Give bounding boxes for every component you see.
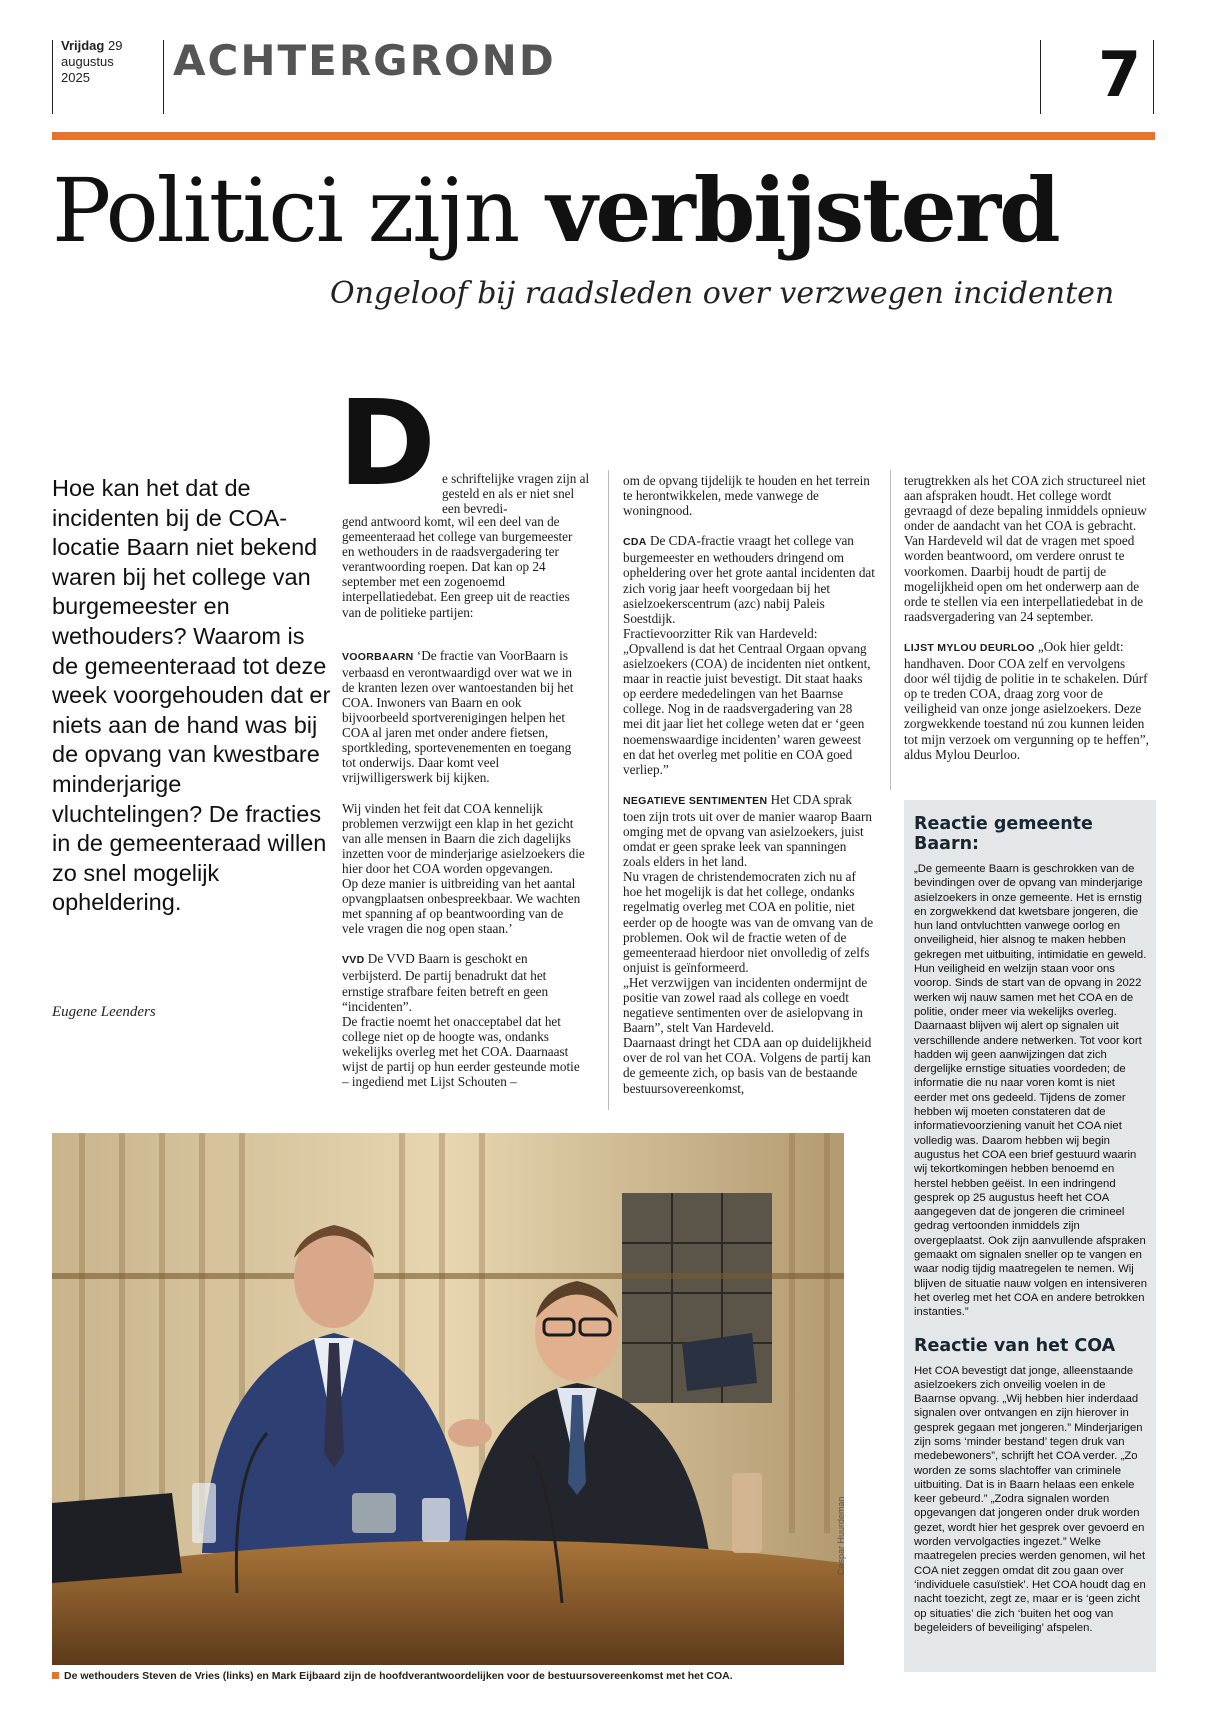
photo-caption: De wethouders Steven de Vries (links) en Mark Eijbaard zijn de hoofdverantwoordelijken voor de bestuursovereenkomst met het COA. (52, 1670, 733, 1682)
photo-credit: Caspar Huurdeman (836, 1496, 846, 1575)
column-divider (890, 470, 891, 790)
paragraph: Fractievoorzitter Rik van Hardeveld: „Opvallend is dat het Centraal Orgaan opvang asielzoekers (COA) de incidenten niet ontkent, maar in reactie juist bevestigt. Dit staat haaks op eerdere mededelingen van het Baarnse college. Nog in de raadsvergadering van 28 mei dit jaar liet het college weten dat er ‘geen noemenswaardige incidenten’ waren geweest en dat het overleg met politie en COA goed verliep.” (623, 625, 871, 777)
header-rule-right (1040, 40, 1041, 114)
paragraph: Nu vragen de christendemocraten zich nu af hoe het mogelijk is dat het college, ondanks regelmatig overleg met COA en politie, niet eerder op de hoogte was van de omvang van de problemen. Ook wil de fractie weten of de gemeenteraad hierdoor niet onvolledig of zelfs onjuist is geïnformeerd. (623, 869, 874, 975)
page-number: 7 (1098, 38, 1142, 111)
header-rule-left (52, 40, 53, 114)
body-column-2 (623, 473, 875, 1096)
paragraph: Van Hardeveld wil dat de vragen met spoed worden beantwoord, om verdere onrust te voorkomen. Daarbij houdt de partij de mogelijkheid open om het onderwerp aan de orde te stellen via een interpellatiedebat in de raadsvergadering van 24 september. (904, 533, 1144, 624)
party-label: CDA (623, 536, 647, 549)
party-label: VVD (342, 954, 365, 967)
paragraph-cda: CDA De CDA-fractie vraagt het college van burgemeester en wethouders dringend om opheldering over het grote aantal incidenten dat zich vorig jaar heeft voorgedaan bij het asielzoekerscentrum (azc) nabij Paleis Soestdijk. (623, 533, 875, 626)
caption-marker (52, 1672, 59, 1679)
sidebar-heading-coa: Reactie van het COA (914, 1335, 1116, 1356)
issue-date: Vrijdag 29 augustus 2025 (61, 38, 123, 85)
paragraph-sentimenten: NEGATIEVE SENTIMENTEN Het CDA sprak toen zijn trots uit over de manier waarop Baarn omging met de opvang van asielzoekers, juist omdat er geen sprake leek van spanningen zoals elders in het land. (623, 791, 873, 870)
sidebar-text-gemeente: „De gemeente Baarn is geschrokken van de bevindingen over de opvang van minderjarige asielzoekers in onze gemeente. Het is ernstig en zorgwekkend dat kwetsbare jongeren, die hun land ontvluchtten vanwege oorlog en onveiligheid, hier alsnog te maken hebben gekregen met uitbuiting, intimidatie en geweld. Hun veiligheid en welzijn staan voor ons voorop. Sinds de start van de opvang in 2022 werken wij nauw samen met het COA en de politie, onder meer via wekelijks overleg. Daarnaast blijven wij alert op signalen uit verschillende andere netwerken. Tot voor kort hadden wij geen aanwijzingen dat zich dergelijke ernstige situaties voordeden; de informatie die nu naar voren komt is niet eerder met ons gedeeld. Tijdens de zomer hebben wij moeten constateren dat de informatievoorziening vanuit het COA niet volledig was. Daarom hebben wij begin augustus het COA een brief gestuurd waarin wij tekortkomingen hebben benoemd en herstel hebben geëist. In een indringend gesprek op 25 augustus heeft het COA aangegeven dat de jongeren die crimineel gedrag vertoonden inmiddels zijn overgeplaatst. Ook zijn aanvullende afspraken gemaakt om signalen sneller op te vangen en waar nodig tijdig maatregelen te nemen. Wij blijven de situatie nauw volgen en intensiveren het overleg met het COA en andere betrokken instanties.” (914, 863, 1147, 1319)
paragraph: Op deze manier is uitbreiding van het aantal opvangplaatsen onbespreekbaar. We wachten met spanning af op beantwoording van de vele vragen die nog open staan.’ (342, 875, 581, 937)
section-color-bar (52, 132, 1155, 140)
body-column-1 (342, 514, 587, 1089)
paragraph: terugtrekken als het COA zich structureel niet aan afspraken houdt. Het college wordt gevraagd of deze bepaling inmiddels opnieuw onder de aandacht van het COA is gebracht. (904, 473, 1147, 534)
article-headline: Politici zijn verbijsterd (52, 158, 1059, 262)
sidebar-text-coa: Het COA bevestigt dat jonge, alleenstaande asielzoekers zich onveilig voelen in de Baarnse opvang. „Wij hebben hier inderdaad signalen over ontvangen en zijn hierover in gesprek gegaan met jongeren.” Minderjarigen zijn soms ‘minder bestand’ tegen druk van medebewoners”, schrijft het COA verder. „Zo worden ze soms slachtoffer van criminele uitbuiting. Dat is in Baarn helaas een enkele keer gebeurd.” „Zodra signalen worden opgevangen dat jongeren onder druk worden gezet, wordt hier het gesprek over gevoerd en worden vervolgacties ingezet.” Welke maatregelen precies werden genomen, wil het COA niet zeggen omdat dit zou gaan over ‘individuele casuïstiek’. Het COA houdt dag en nacht toezicht, zegt ze, maar er is ‘geen zicht op situaties’ die zich ‘buiten het oog van begeleiders of beveiliging’ afspelen. (914, 1364, 1146, 1634)
council-meeting-photo (52, 1133, 844, 1665)
byline: Eugene Leenders (52, 1004, 156, 1020)
paragraph: De fractie noemt het onacceptabel dat het college niet op de hoogte was, ondanks wekelijks overleg met het COA. Daarnaast wijst de partij op hun eerder gesteunde motie – ingediend met Lijst Schouten – (342, 1013, 580, 1090)
sidebar-box (904, 800, 1156, 1672)
party-label: LIJST MYLOU DEURLOO (904, 641, 1035, 654)
paragraph-vvd: VVD De VVD Baarn is geschokt en verbijsterd. De partij benadrukt dat het ernstige strafbare feiten betreft en geen “incidenten”. (342, 951, 549, 1014)
section-title: ACHTERGROND (173, 36, 556, 85)
column-divider (608, 470, 609, 1110)
subhead-label: NEGATIEVE SENTIMENTEN (623, 794, 768, 807)
lead-paragraph: gend antwoord komt, wil een deel van de gemeenteraad het college van burgemeester en wethouders in de raadsvergadering ter verantwoording roepen. Dat kan op 24 september met een zogenoemd interpellatiedebat. Een greep uit de reacties van de politieke partijen: (342, 514, 573, 620)
paragraph-deurloo: LIJST MYLOU DEURLOO „Ook hier geldt: handhaven. Door COA zelf en vervolgens door wél tijdig de politie in te schakelen. Dúrf op te treden COA, draag zorg voor de veiligheid van onze jonge asielzoekers. Deze zorgwekkende toestand nú zou kunnen leiden tot mijn verzoek om vergunning op te heffen”, aldus Mylou Deurloo. (904, 638, 1149, 762)
party-label: VOORBAARN (342, 650, 414, 663)
lead-first-lines: e schriftelijke vragen zijn al gesteld en als er niet snel een bevredi- (442, 471, 590, 517)
article-photo (52, 1133, 844, 1665)
paragraph: Daarnaast dringt het CDA aan op duidelijkheid over de rol van het COA. Volgens de partij kan de gemeente zich, op basis van de bestaande bestuursovereenkomst, (623, 1035, 872, 1096)
paragraph-voorbaarn: VOORBAARN ‘De fractie van VoorBaarn is verbaasd en verontwaardigd over wat we in de kranten lezen over wantoestanden bij het COA. Inwoners van Baarn en ook bijvoorbeeld sportverenigingen helpen het COA al jaren met onder andere fietsen, sportkleding, sportevenementen en toegang tot onderwijs. Daar komt veel vrijwilligerswerk bij kijken. (342, 647, 574, 786)
paragraph: „Het verzwijgen van incidenten ondermijnt de positie van zowel raad als college en voedt negatieve sentimenten over de asielopvang in Baarn”, stelt Van Hardeveld. (623, 974, 868, 1036)
paragraph: Wij vinden het feit dat COA kennelijk problemen verzwijgt een klap in het gezicht van alle mensen in Baarn die zich dagelijks inzetten voor de minderjarige asielzoekers die hier door het COA worden opgevangen. (342, 800, 585, 876)
sidebar-heading-gemeente: Reactie gemeente Baarn: (914, 814, 1093, 854)
article-intro: Hoe kan het dat de incidenten bij de COA-locatie Baarn niet bekend waren bij het college van burgemeester en wethouders? Waarom is de gemeenteraad tot deze week voorgehouden dat er niets aan de hand was bij de opvang van kwestbare minderjarige vluchtelingen? De fracties in de gemeenteraad willen zo snel mogelijk opheldering. (52, 475, 331, 916)
dropcap: D (338, 374, 436, 512)
article-subtitle: Ongeloof bij raadsleden over verzwegen incidenten (330, 276, 1115, 311)
header-rule-edge (1153, 40, 1154, 114)
header-rule-mid (163, 40, 164, 114)
paragraph: om de opvang tijdelijk te houden en het terrein te herontwikkelen, mede vanwege de woningnood. (623, 473, 870, 519)
body-column-3 (904, 473, 1152, 762)
